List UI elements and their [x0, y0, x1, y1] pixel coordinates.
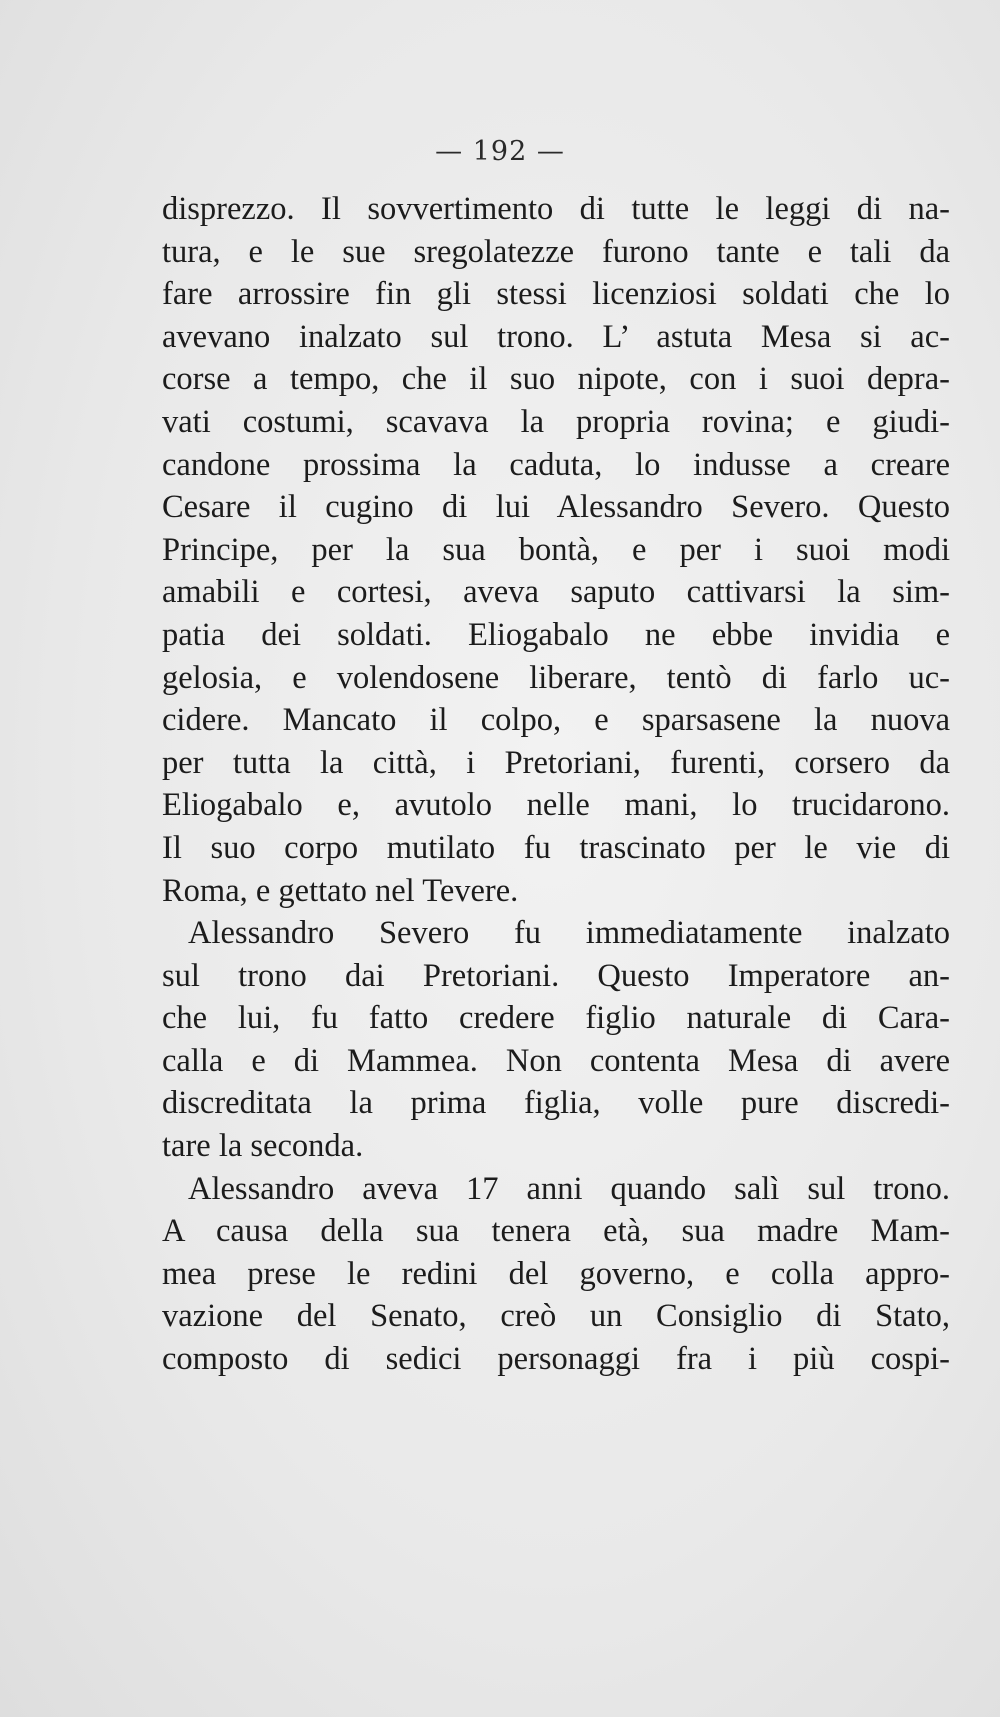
text-line: Alessandro Severo fu immediatamente inalzato: [188, 915, 950, 952]
text-line: mea prese le redini del governo, e colla appro-: [162, 1255, 950, 1292]
text-line: discreditata la prima figlia, volle pure discredi-: [162, 1085, 950, 1122]
text-line: tare la seconda.: [162, 1128, 364, 1165]
text-line: tura, e le sue sregolatezze furono tante e tali da: [162, 233, 950, 270]
text-line: Eliogabalo e, avutolo nelle mani, lo trucidarono.: [162, 787, 950, 824]
text-line: candone prossima la caduta, lo indusse a creare: [162, 446, 950, 483]
text-line: amabili e cortesi, aveva saputo cattivarsi la sim-: [162, 574, 950, 611]
text-line: vati costumi, scavava la propria rovina; e giudi-: [162, 403, 950, 440]
text-line: calla e di Mammea. Non contenta Mesa di avere: [162, 1042, 950, 1079]
text-line: fare arrossire fin gli stessi licenziosi soldati che lo: [162, 276, 950, 313]
text-line: vazione del Senato, creò un Consiglio di Stato,: [162, 1298, 950, 1335]
text-line: A causa della sua tenera età, sua madre Mam-: [162, 1213, 950, 1250]
text-line: avevano inalzato sul trono. L’ astuta Mesa si ac-: [162, 318, 950, 355]
text-line: sul trono dai Pretoriani. Questo Imperatore an-: [162, 957, 950, 994]
body-text: [162, 188, 950, 1381]
text-line: patia dei soldati. Eliogabalo ne ebbe invidia e: [162, 616, 950, 653]
text-line: Alessandro aveva 17 anni quando salì sul trono.: [188, 1170, 950, 1207]
text-line: cidere. Mancato il colpo, e sparsasene la nuova: [162, 702, 950, 739]
page-number: — 192 —: [435, 136, 565, 167]
text-line: Roma, e gettato nel Tevere.: [162, 872, 519, 909]
text-line: Cesare il cugino di lui Alessandro Severo. Questo: [162, 489, 950, 526]
text-line: disprezzo. Il sovvertimento di tutte le leggi di na-: [162, 191, 950, 227]
text-line: che lui, fu fatto credere figlio naturale di Cara-: [162, 1000, 950, 1037]
text-line: corse a tempo, che il suo nipote, con i suoi depra-: [162, 361, 950, 398]
text-line: Principe, per la sua bontà, e per i suoi modi: [162, 531, 950, 568]
text-line: composto di sedici personaggi fra i più cospi-: [162, 1341, 950, 1378]
text-line: Il suo corpo mutilato fu trascinato per le vie di: [162, 829, 950, 866]
text-line: gelosia, e volendosene liberare, tentò di farlo uc-: [162, 659, 950, 696]
text-line: per tutta la città, i Pretoriani, furenti, corsero da: [162, 744, 950, 781]
